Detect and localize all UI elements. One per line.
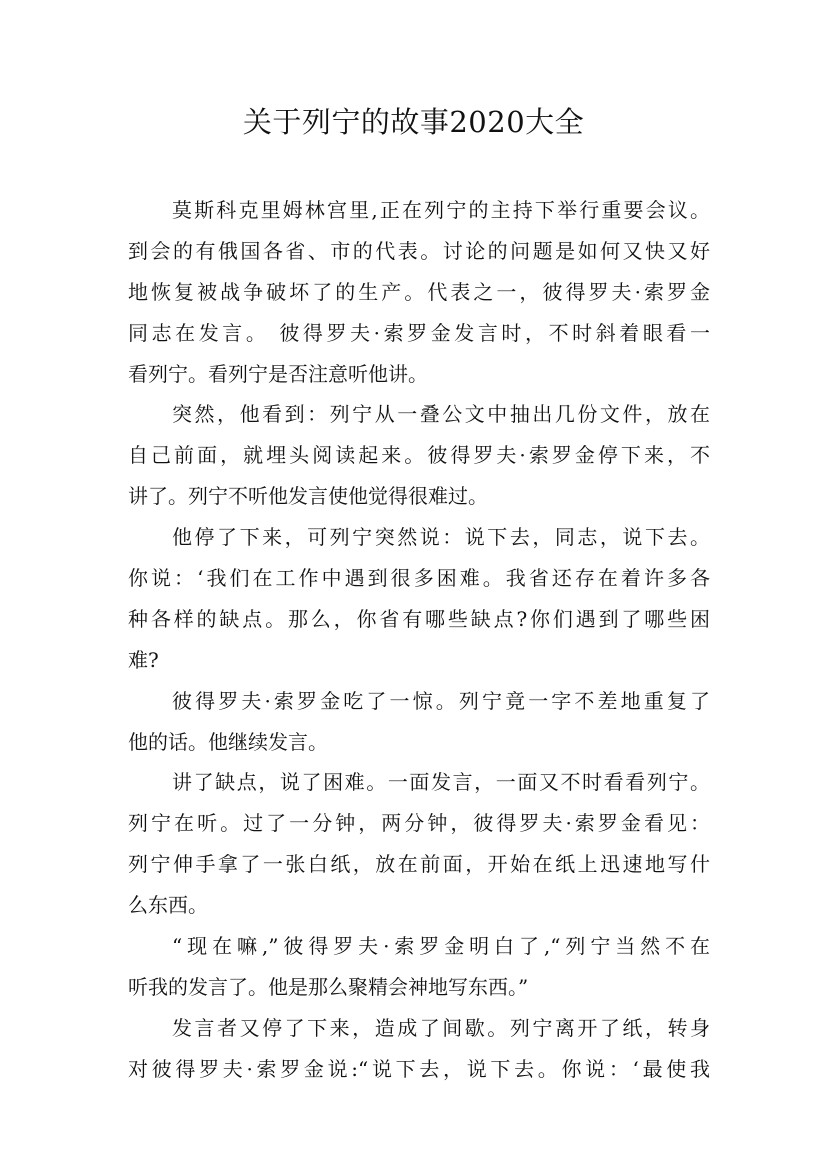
body-line: 列宁在听。过了一分钟，两分钟，彼得罗夫·索罗金看见： xyxy=(128,811,710,836)
body-line: 难? xyxy=(128,647,159,672)
body-line: 听我的发言了。他是那么聚精会神地写东西。” xyxy=(128,974,529,999)
body-line: 讲了缺点，说了困难。一面发言，一面又不时看看列宁。 xyxy=(172,770,710,795)
body-line: 他停了下来，可列宁突然说：说下去，同志，说下去。 xyxy=(172,525,710,550)
body-line: 到会的有俄国各省、市的代表。讨论的问题是如何又快又好 xyxy=(128,238,710,263)
body-line: 莫斯科克里姆林宫里,正在列宁的主持下举行重要会议。 xyxy=(172,198,710,222)
body-line: 你说：‘我们在工作中遇到很多困难。我省还存在着许多各 xyxy=(128,566,710,591)
body-line: 看列宁。看列宁是否注意听他讲。 xyxy=(128,361,428,386)
body-line: 发言者又停了下来，造成了间歇。列宁离开了纸，转身 xyxy=(172,1015,710,1040)
body-line: 地恢复被战争破坏了的生产。代表之一，彼得罗夫·索罗金 xyxy=(128,279,710,304)
body-line: 讲了。列宁不听他发言使他觉得很难过。 xyxy=(128,484,488,509)
body-line: 彼得罗夫·索罗金吃了一惊。列宁竟一字不差地重复了 xyxy=(172,688,710,713)
body-line: 同志在发言。 彼得罗夫·索罗金发言时，不时斜着眼看一 xyxy=(128,320,710,345)
document-title: 关于列宁的故事2020大全 xyxy=(242,105,585,139)
body-line: 他的话。他继续发言。 xyxy=(128,729,328,754)
document-body xyxy=(128,190,710,1090)
body-line: 突然，他看到：列宁从一叠公文中抽出几份文件，放在 xyxy=(172,402,710,427)
body-line: “现在嘛,”彼得罗夫·索罗金明白了,“列宁当然不在 xyxy=(172,934,710,959)
body-line: 种各样的缺点。那么，你省有哪些缺点?你们遇到了哪些困 xyxy=(128,606,710,631)
body-line: 自己前面，就埋头阅读起来。彼得罗夫·索罗金停下来，不 xyxy=(128,443,710,468)
body-line: 列宁伸手拿了一张白纸，放在前面，开始在纸上迅速地写什 xyxy=(128,852,710,877)
body-line: 么东西。 xyxy=(128,893,208,918)
body-line: 对彼得罗夫·索罗金说:“说下去，说下去。你说：‘最使我 xyxy=(128,1056,710,1081)
